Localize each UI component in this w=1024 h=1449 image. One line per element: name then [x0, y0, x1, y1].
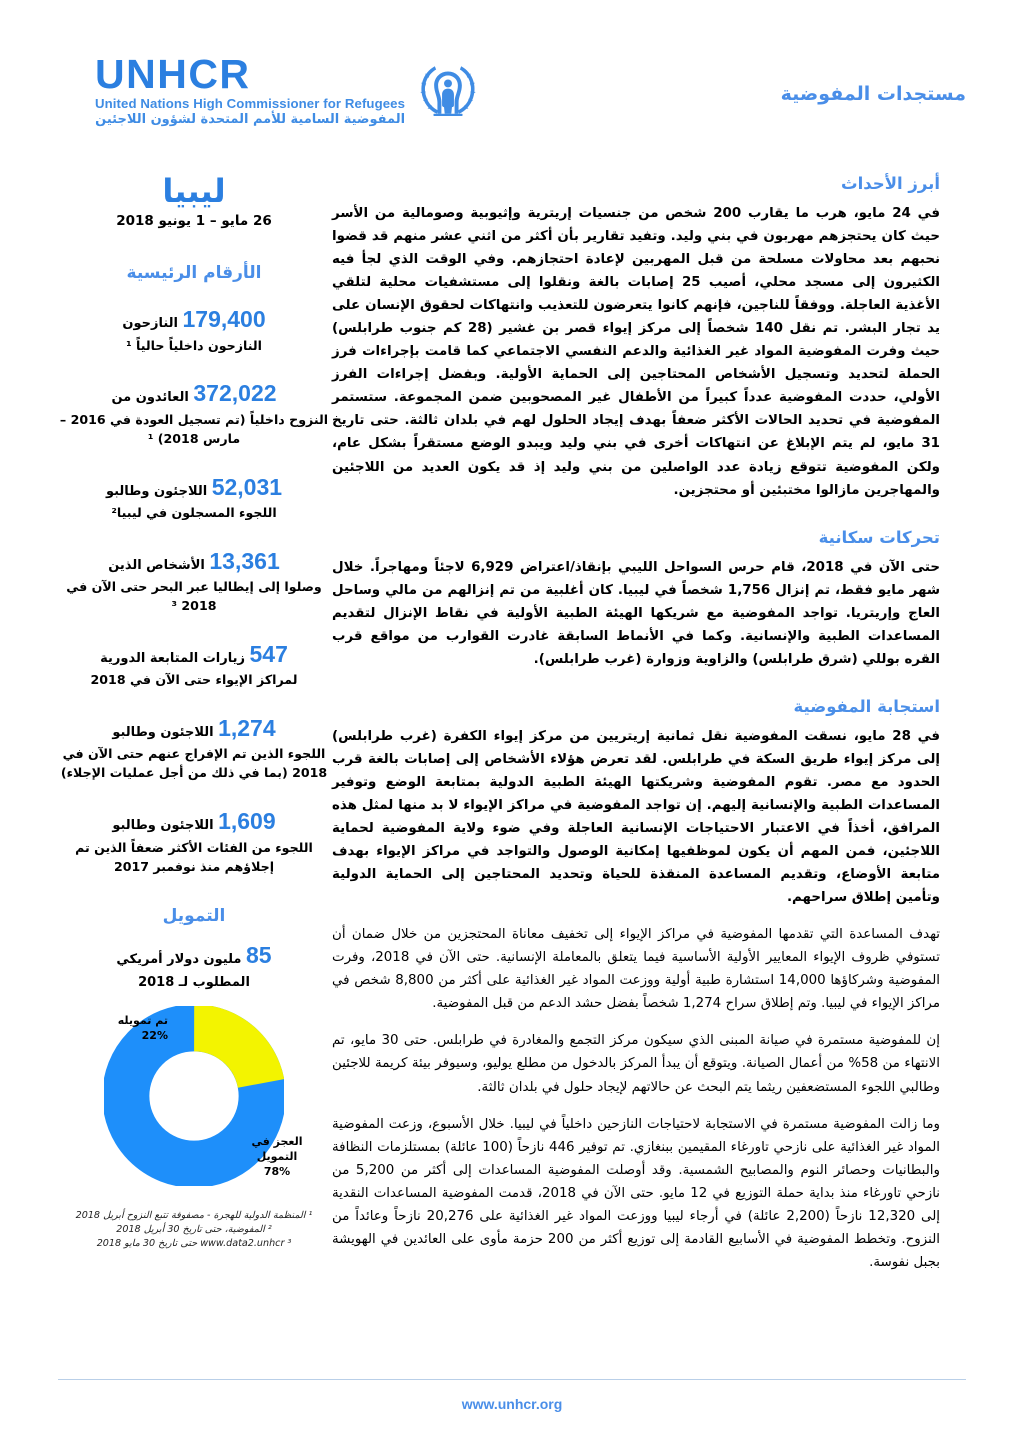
stat-value: 372,022 — [193, 380, 277, 407]
paragraph: وما زالت المفوضية مستمرة في الاستجابة لاحتياجات النازحين داخلياً في ليبيا. خلال الأسبوع، وزعت المفوضية المواد غير الغذائية على نازحي تاورغاء المقيمين ببنغازي. تم توفير 446 نازحاً (100 عائلة) بمستلزمات النظافة والبطانيات وحصائر النوم والمصابيح الشمسية. وقد أوصلت المفوضية المساعدات إلى أكثر من 5,200 من نازحي تاورغاء منذ بداية حملة التوزيع في 12 مايو. حتى الآن في 2018، قدمت المفوضية المساعدات النقدية إلى 12,320 نازحاً (2,200 عائلة) في أرجاء ليبيا ووزعت المواد غير الغذائية على 20,276 نازحاً وعائداً من النزوح. وتخطط المفوضية في الأسابيع القادمة إلى توزيع أكثر من 200 حزمة مأوى على العائدين في الهويشة بجبل نفوسة. — [332, 1116, 941, 1270]
logo-acronym: UNHCR — [95, 51, 251, 97]
stat-description: اللجوء المسجلون في ليبيا² — [111, 504, 277, 520]
unhcr-logo — [95, 51, 481, 128]
stat-value: 52,031 — [211, 473, 283, 500]
funding-heading: التمويل — [162, 906, 226, 927]
section-heading-population-movements: تحركات سكانية — [818, 527, 940, 547]
stat-value: 13,361 — [209, 547, 280, 574]
stat-released-refugees — [58, 712, 330, 783]
stat-inline-label: الأشخاص الذين — [108, 557, 205, 573]
paragraph: تهدف المساعدة التي تقدمها المفوضية في مراكز الإيواء إلى تخفيف معاناة المحتجزين من خلال ضمان أن تستوفي ظروف الإيواء المعايير الأولية الأساسية فيما يتعلق بالمعاملة الإنسانية. حتى الآن في 2018، وفرت المفوضية وشركاؤها 14,000 استشارة طبية أولية ووزعت المواد غير الغذائية على أكثر من 8,800 شخص في مراكز الإيواء في ليبيا. وتم إطلاق سراح 1,274 شخصاً بفضل حشد الدعم من قبل المفوضية. — [332, 927, 941, 1012]
page-footer — [0, 1379, 1024, 1413]
donut-label-gap-pct: 78% — [263, 1164, 291, 1178]
stat-value: 1,274 — [218, 715, 276, 742]
stat-inline-label: اللاجئون وطالبو — [105, 483, 208, 499]
stat-description: لمراكز الإيواء حتى الآن في 2018 — [90, 672, 298, 688]
footer-divider — [58, 1379, 966, 1380]
unhcr-website-link[interactable]: www.unhcr.org — [461, 1396, 563, 1412]
update-title: مستجدات المفوضية — [780, 83, 966, 105]
donut-label-funded-pct: 22% — [141, 1029, 168, 1043]
stat-detention-visits — [58, 638, 330, 690]
stat-sea-arrivals-italy — [58, 545, 330, 616]
stat-inline-label: اللاجئون وطالبو — [112, 818, 214, 834]
stat-evacuated-refugees — [58, 805, 330, 876]
paragraph: في 24 مايو، هرب ما يقارب 200 شخص من جنسيات إريترية وإثيوبية وصومالية من الأسر حيث كان يحتجزهم مهربون في بني وليد. وتفيد تقارير بأن أكثر من اثني عشر منهم قد قضوا نحبهم بعد محاولات مسلحة من قبل المهربين لإعادة احتجازهم. وفي الوقت الذي لجأ فيه الكثيرون إلى مسجد محلي، أصيب 25 إصابات بالغة ونقلوا إلى مستشفيات محلية لتلقي الأغذية العاجلة. ووفقاً للناجين، فإنهم كانوا يتعرضون للتعذيب وانتهاكات لحقوق الإنسان على يد تجار البشر. تم نقل 140 شخصاً إلى مركز إيواء قصر بن غشير (28 كم جنوب طرابلس) حيث وفرت المفوضية المواد غير الغذائية والدعم النفسي الاجتماعي كما قامت بإجراءات فرز الحملة لتحديد وتسجيل الأشخاص المحتاجين إلى الحماية الأولية. وبفضل إجراءات الفرز الأولي، حددت المفوضية عدداً كبيراً من الأطفال غير المصحوبين ضمن المجموعة. ستستمر المفوضية في تحديد الحالات الأكثر ضعفاً بهدف إيجاد الحلول لهم في بلدان ثالثة. حتى تاريخ 31 مايو، لم يتم الإبلاغ عن انتهاكات أخرى في بني وليد ويبدو الوضع مستقراً بشكل عام، ولكن المفوضية تتوقع زيادة عدد الواصلين من بني وليد إذ قد يكون العديد من اللاجئين والمهاجرين مازالوا مختبئين أو محتجزين. — [332, 206, 940, 498]
paragraph: في 28 مايو، نسقت المفوضية نقل ثمانية إريتريين من مركز إيواء الكفرة (غرب طرابلس) إلى مركز إيواء طريق السكة في طرابلس. لقد تعرض هؤلاء الأشخاص إلى إصابات بالغة قرب الحدود مع مصر. تقوم المفوضية وشريكتها الهيئة الطبية الدولية بمتابعة الوضع وتوفير المساعدات الطبية والإنسانية إليهم. إن تواجد المفوضية في مراكز الإيواء لا بد منها لمثل هذه المرافق، أخذاً في الاعتبار الاحتياجات الإنسانية العاجلة وفي ضوء ولاية المفوضية لحماية اللاجئين، فمن المهم أن يكون لموظفيها إمكانية الوصول والتواجد في مراكز الإيواء بهدف متابعة الأوضاع، وتقديم المساعدة المنقذة للحياة وتحديد المحتاجين إلى الحماية الدولية وتأمين إطلاق سراحهم. — [332, 728, 941, 906]
stat-value: 547 — [249, 640, 288, 667]
funding-unit: مليون دولار أمريكي — [116, 952, 242, 968]
donut-label-gap-line2: التمويل — [256, 1149, 298, 1163]
stat-returnees — [58, 377, 330, 448]
logo-subtitle-en: United Nations High Commissioner for Refugees — [95, 96, 406, 112]
report-date-range: 26 مايو – 1 يونيو 2018 — [116, 213, 272, 230]
logo-text — [95, 51, 406, 128]
stat-inline-label: زيارات المتابعة الدورية — [100, 650, 245, 666]
stat-registered-refugees — [58, 471, 330, 523]
section-heading-highlights: أبرز الأحداث — [841, 174, 940, 193]
stat-idps — [58, 303, 330, 355]
key-figures-heading: الأرقام الرئيسية — [126, 263, 262, 284]
stat-inline-label: اللاجئون وطالبو — [112, 725, 214, 741]
donut-label-gap — [234, 1135, 320, 1180]
donut-label-funded — [76, 1014, 168, 1044]
funding-amount-line — [58, 938, 330, 973]
donut-label-gap-line1: العجز في — [251, 1134, 303, 1148]
stat-value: 179,400 — [182, 306, 266, 333]
logo-subtitle-ar: المفوضية السامية للأمم المتحدة لشؤون اللاجئين — [95, 112, 406, 128]
footnotes — [58, 1209, 330, 1251]
unhcr-emblem-icon — [415, 57, 481, 123]
content-area — [0, 160, 1024, 1288]
footnote-2: ² المفوضية، حتى تاريخ 30 أبريل 2018 — [116, 1224, 272, 1236]
section-heading-unhcr-response: استجابة المفوضية — [793, 696, 940, 716]
stat-description: اللجوء من الفئات الأكثر ضعفاً الذين تم إجلاؤهم منذ نوفمبر 2017 — [75, 839, 313, 874]
paragraph: إن للمفوضية مستمرة في صيانة المبنى الذي سيكون مركز التجمع والمغادرة في طرابلس. حتى 30 مايو، تم الانتهاء من 58% من أعمال الصيانة. ويتوقع أن يبدأ المركز بالدخول من مطلع يوليو، وسيوفر بيئة كريمة للاجئين وطالبي اللجوء المستضعفين ريثما يتم البحث عن حالاتهم لإيجاد حلول في بلدان ثالثة. — [332, 1033, 940, 1095]
stat-description: اللجوء الذين تم الإفراج عنهم حتى الآن في 2018 (بما في ذلك من أجل عمليات الإجلاء) — [60, 746, 328, 781]
footnote-1: ¹ المنظمة الدولية للهجرة - مصفوفة تتبع النزوح أبريل 2018 — [75, 1210, 313, 1222]
stat-description: النازحون داخلياً حالياً ¹ — [126, 337, 262, 353]
stat-inline-label: العائدون من — [111, 390, 189, 406]
main-column — [330, 160, 966, 1288]
page-header — [0, 0, 1024, 160]
donut-label-funded-text: تم تمويله — [117, 1014, 168, 1028]
stat-value: 1,609 — [218, 808, 276, 835]
stat-description: النزوح داخلياً (تم تسجيل العودة في 2016 – مارس 2018) ¹ — [59, 411, 329, 446]
funding-requirement: المطلوب لـ 2018 — [138, 974, 250, 990]
footnote-3: ³ www.data2.unhcr حتى تاريخ 30 مايو 2018 — [96, 1238, 292, 1250]
country-title: ليبيا — [162, 172, 226, 210]
stat-description: وصلوا إلى إيطاليا عبر البحر حتى الآن في 2018 ³ — [66, 579, 322, 614]
stat-inline-label: النازحون — [122, 316, 178, 332]
funding-amount: 85 — [246, 942, 272, 969]
funding-donut-chart — [58, 1006, 330, 1201]
paragraph: حتى الآن في 2018، قام حرس السواحل الليبي بإنقاذ/اعتراض 6,929 لاجئاً ومهاجراً. خلال شهر مايو فقط، تم إنزال 1,756 شخصاً في ليبيا. كان أغلبية من تم إنزالهم من مالي وساحل العاج وإريتريا. تواجد المفوضية مع شريكها الهيئة الطبية الأولية في نقاط الإنزال لتقديم المساعدات الطبية والإنسانية. وكما في الأنماط السابقة غادرت القوارب من مواقع قرب القره بوللي (شرق طرابلس) والزاوية وزوارة (غرب طرابلس). — [332, 559, 940, 667]
key-figures-sidebar — [58, 160, 330, 1288]
